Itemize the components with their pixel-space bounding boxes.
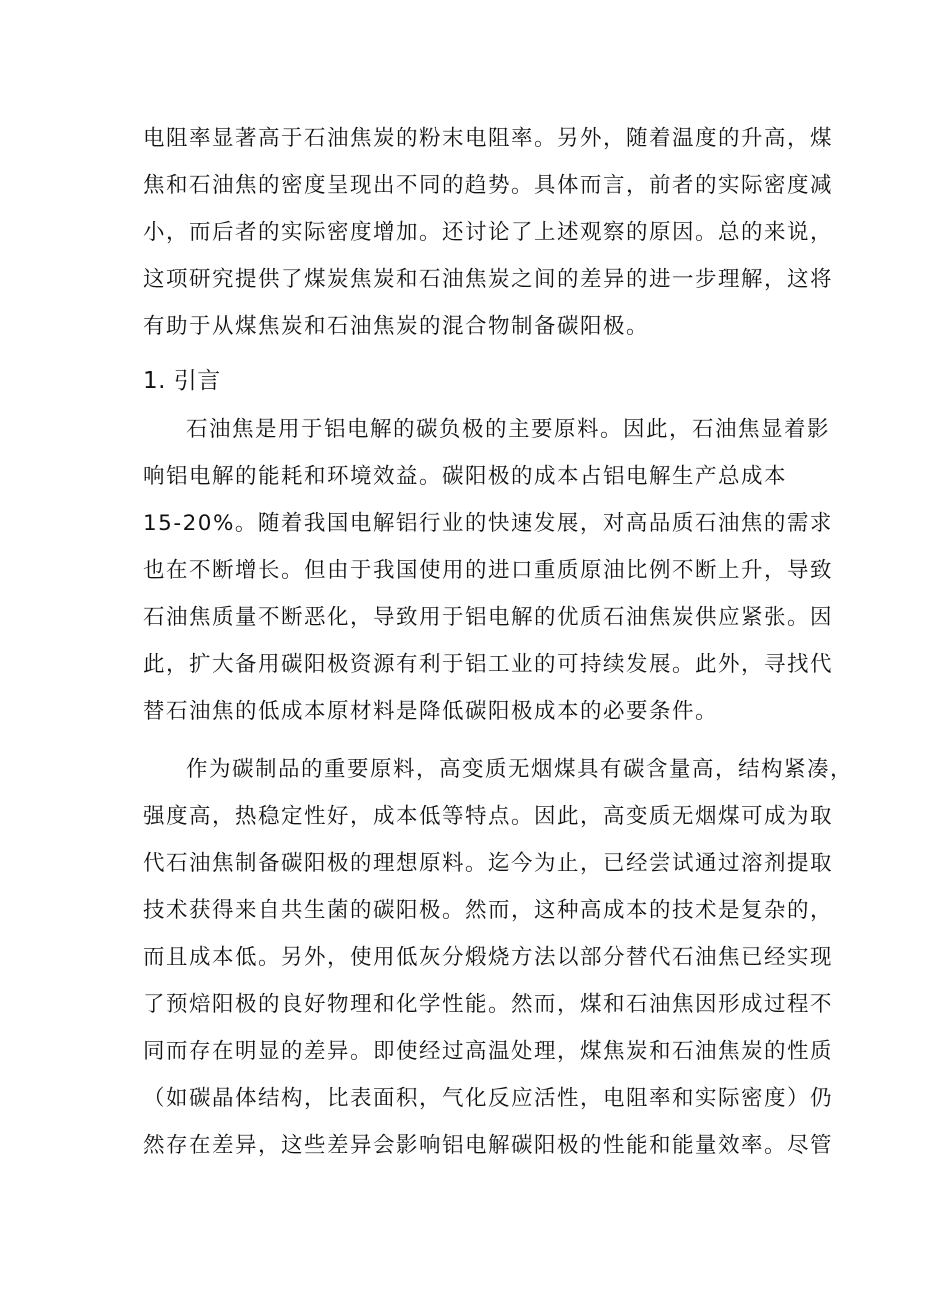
paragraph2-line: 强度高，热稳定性好，成本低等特点。因此，高变质无烟煤可成为取 — [143, 804, 834, 829]
paragraph2-line: 作为碳制品的重要原料，高变质无烟煤具有碳含量高，结构紧凑， — [186, 757, 854, 782]
continuation-line: 小，而后者的实际密度增加。还讨论了上述观察的原因。总的来说， — [143, 220, 834, 245]
paragraph2-line: （如碳晶体结构，比表面积，气化反应活性，电阻率和实际密度）仍 — [143, 1086, 834, 1111]
paragraph2-line: 而且成本低。另外，使用低灰分煅烧方法以部分替代石油焦已经实现 — [143, 945, 834, 970]
continuation-line: 这项研究提供了煤炭焦炭和石油焦炭之间的差异的进一步理解，这将 — [143, 267, 834, 292]
paragraph1-line: 也在不断增长。但由于我国使用的进口重质原油比例不断上升，导致 — [143, 558, 834, 583]
paragraph1-line: 石油焦是用于铝电解的碳负极的主要原料。因此，石油焦显着影 — [186, 417, 831, 442]
section-heading: 1. 引言 — [143, 368, 221, 394]
continuation-line: 电阻率显著高于石油焦炭的粉末电阻率。另外，随着温度的升高，煤 — [143, 126, 834, 151]
paragraph1-line: 15-20%。随着我国电解铝行业的快速发展，对高品质石油焦的需求 — [143, 511, 833, 536]
continuation-line: 焦和石油焦的密度呈现出不同的趋势。具体而言，前者的实际密度减 — [143, 173, 834, 198]
paragraph1-line: 替石油焦的低成本原材料是降低碳阳极成本的必要条件。 — [143, 699, 719, 724]
paragraph1-line: 石油焦质量不断恶化，导致用于铝电解的优质石油焦炭供应紧张。因 — [143, 605, 834, 630]
continuation-line: 有助于从煤焦炭和石油焦炭的混合物制备碳阳极。 — [143, 314, 650, 339]
paragraph2-line: 了预焙阳极的良好物理和化学性能。然而，煤和石油焦因形成过程不 — [143, 992, 834, 1017]
paragraph1-line: 响铝电解的能耗和环境效益。碳阳极的成本占铝电解生产总成本 — [143, 464, 788, 489]
paragraph2-line: 技术获得来自共生菌的碳阳极。然而，这种高成本的技术是复杂的， — [143, 898, 834, 923]
paragraph1-line: 此，扩大备用碳阳极资源有利于铝工业的可持续发展。此外，寻找代 — [143, 652, 834, 677]
paragraph2-line: 代石油焦制备碳阳极的理想原料。迄今为止，已经尝试通过溶剂提取 — [143, 851, 834, 876]
paragraph2-line: 同而存在明显的差异。即使经过高温处理，煤焦炭和石油焦炭的性质 — [143, 1039, 834, 1064]
paragraph2-line: 然存在差异，这些差异会影响铝电解碳阳极的性能和能量效率。尽管 — [143, 1133, 834, 1158]
